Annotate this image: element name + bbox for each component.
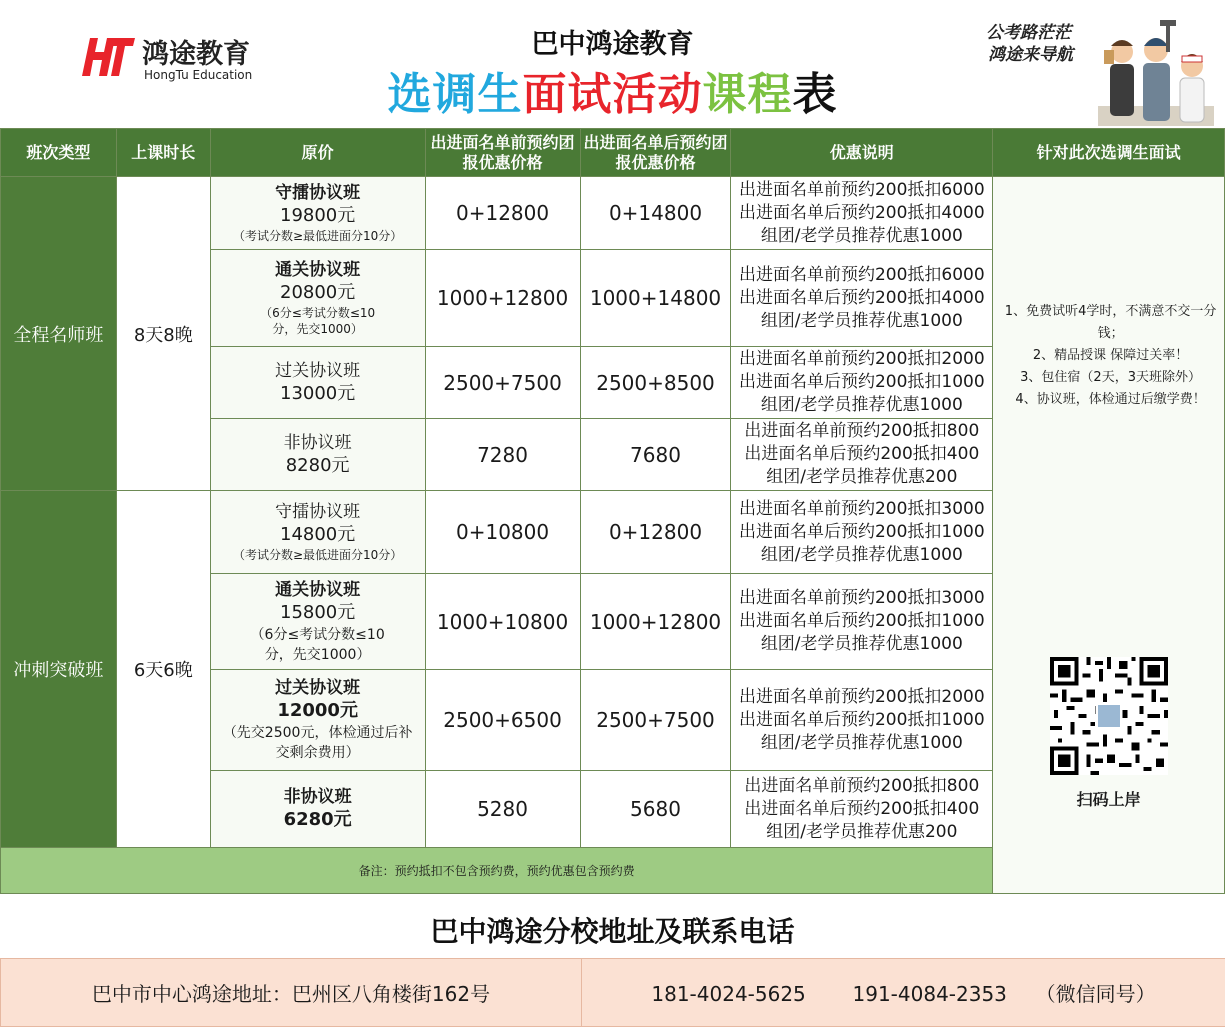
discount-line: 组团/老学员推荐优惠1000 (760, 395, 963, 415)
slogan-line: 公考路茫茫 (986, 23, 1071, 43)
price-before: 0+12800 (425, 177, 580, 250)
discount-line: 出进面名单前预约200抵扣6000 (738, 179, 985, 200)
header (0, 0, 1225, 128)
discount-line: 组团/老学员推荐优惠1000 (760, 634, 963, 654)
original-price-cell (210, 491, 425, 574)
column-header: 上课时长 (116, 129, 210, 177)
contact-table (0, 958, 1225, 1027)
class-name: 非协议班 (283, 432, 352, 453)
original-price-cell (210, 250, 425, 347)
column-header: 优惠说明 (731, 129, 993, 177)
class-name: 通关协议班 (275, 579, 361, 600)
price-after: 1000+14800 (580, 250, 731, 347)
class-note: （考试分数≥最低进面分10分） (232, 229, 403, 243)
price-before: 1000+10800 (425, 574, 580, 670)
benefit-item: 3、包住宿（2天，3天班除外） (1020, 369, 1201, 385)
discount-line: 出进面名单前预约200抵扣3000 (738, 498, 985, 519)
class-price: 6280元 (283, 809, 352, 830)
price-before: 1000+12800 (425, 250, 580, 347)
price-before: 0+10800 (425, 491, 580, 574)
discount-line: 出进面名单后预约200抵扣4000 (738, 202, 985, 223)
price-after: 2500+7500 (580, 670, 731, 771)
benefits-column (993, 177, 1225, 894)
benefit-item: 1、免费试听4学时，不满意不交一分钱； (1004, 303, 1217, 341)
class-note: （先交2500元，体检通过后补交剩余费用） (222, 725, 413, 761)
discount-line: 出进面名单前预约200抵扣6000 (738, 264, 985, 285)
column-header: 针对此次选调生面试 (993, 129, 1225, 177)
original-price-cell (210, 177, 425, 250)
column-header: 班次类型 (1, 129, 117, 177)
discount-cell (731, 250, 993, 347)
discount-cell (731, 670, 993, 771)
logo-chinese: 鸿途教育 (142, 39, 250, 70)
original-price-cell (210, 347, 425, 419)
scan-label: 扫码上岸 (1076, 789, 1141, 809)
discount-line: 组团/老学员推荐优惠200 (766, 467, 958, 487)
benefit-item: 4、协议班，体检通过后缴学费！ (1015, 391, 1206, 407)
discount-cell (731, 574, 993, 670)
discount-cell (731, 419, 993, 491)
address-section-title: 巴中鸿途分校地址及联系电话 (430, 915, 795, 948)
price-before: 2500+7500 (425, 347, 580, 419)
price-after: 2500+8500 (580, 347, 731, 419)
class-name: 守擂协议班 (275, 183, 361, 203)
price-after: 0+14800 (580, 177, 731, 250)
column-header: 原价 (210, 129, 425, 177)
class-name: 过关协议班 (275, 360, 361, 381)
discount-line: 出进面名单后预约200抵扣400 (744, 444, 980, 464)
slogan (986, 22, 1073, 66)
original-price-cell (210, 771, 425, 848)
column-header: 出进面名单后预约团报优惠价格 (580, 129, 731, 177)
discount-line: 组团/老学员推荐优惠1000 (760, 732, 963, 753)
class-price: 19800元 (280, 205, 356, 226)
course-hours: 8天8晚 (116, 177, 210, 491)
qr-code-icon[interactable] (1050, 657, 1168, 775)
original-price-cell (210, 574, 425, 670)
table-header-row (1, 129, 1225, 177)
table-row (1, 177, 1225, 250)
discount-line: 组团/老学员推荐优惠1000 (760, 225, 963, 246)
title-part: 活动 (612, 69, 703, 120)
remark-text: 备注：预约抵扣不包含预约费，预约优惠包含预约费 (1, 848, 993, 894)
discount-line: 出进面名单前预约200抵扣800 (744, 421, 980, 441)
title-part: 选调生 (387, 69, 523, 120)
discount-line: 组团/老学员推荐优惠200 (766, 821, 958, 842)
price-after: 7680 (580, 419, 731, 491)
class-name: 守擂协议班 (275, 502, 361, 522)
discount-line: 组团/老学员推荐优惠1000 (760, 310, 963, 331)
course-type: 全程名师班 (1, 177, 117, 491)
price-after: 0+12800 (580, 491, 731, 574)
original-price-cell (210, 670, 425, 771)
phone-cell (582, 959, 1225, 1027)
discount-line: 出进面名单前预约200抵扣2000 (738, 686, 985, 707)
class-name: 通关协议班 (275, 260, 361, 280)
page-title (0, 58, 1225, 122)
phone-number[interactable]: 181-4024-5625 (651, 982, 806, 1006)
slogan-line: 鸿途来导航 (988, 45, 1073, 65)
original-price-cell (210, 419, 425, 491)
price-before: 5280 (425, 771, 580, 848)
discount-line: 出进面名单后预约200抵扣400 (744, 798, 980, 819)
class-price: 12000元 (277, 700, 358, 721)
benefits-list (993, 261, 1224, 411)
title-part: 面试 (522, 69, 613, 120)
discount-cell (731, 177, 993, 250)
discount-line: 出进面名单后预约200抵扣1000 (738, 709, 985, 730)
title-part: 表 (792, 69, 838, 120)
course-type: 冲刺突破班 (1, 491, 117, 848)
discount-line: 出进面名单前预约200抵扣800 (744, 775, 980, 796)
class-price: 15800元 (280, 601, 356, 623)
class-price: 8280元 (285, 454, 350, 476)
discount-line: 出进面名单后预约200抵扣4000 (738, 287, 985, 308)
discount-line: 组团/老学员推荐优惠1000 (760, 544, 963, 565)
class-note: （6分≤考试分数≤10分，先交1000） (250, 626, 385, 663)
price-after: 5680 (580, 771, 731, 848)
discount-line: 出进面名单后预约200抵扣1000 (738, 372, 985, 392)
course-hours: 6天6晚 (116, 491, 210, 848)
discount-cell (731, 491, 993, 574)
price-after: 1000+12800 (580, 574, 731, 670)
wechat-note: （微信同号） (1035, 982, 1156, 1006)
price-before: 2500+6500 (425, 670, 580, 771)
discount-line: 出进面名单前预约200抵扣3000 (738, 588, 985, 608)
course-table (0, 128, 1225, 894)
price-before: 7280 (425, 419, 580, 491)
discount-line: 出进面名单前预约200抵扣2000 (738, 349, 985, 369)
class-price: 20800元 (280, 282, 356, 303)
discount-line: 出进面名单后预约200抵扣1000 (738, 521, 985, 542)
class-note: （考试分数≥最低进面分10分） (232, 548, 403, 562)
class-note: （6分≤考试分数≤10分，先交1000） (260, 306, 376, 336)
column-header: 出进面名单前预约团报优惠价格 (425, 129, 580, 177)
address-text: 巴中市中心鸿途地址：巴州区八角楼街162号 (1, 959, 582, 1027)
discount-line: 出进面名单后预约200抵扣1000 (738, 611, 985, 631)
class-price: 13000元 (280, 382, 356, 404)
class-price: 14800元 (280, 524, 356, 545)
logo-english: HongTu Education (144, 68, 253, 82)
discount-cell (731, 771, 993, 848)
discount-cell (731, 347, 993, 419)
phone-number[interactable]: 191-4084-2353 (852, 982, 1007, 1006)
class-name: 过关协议班 (275, 678, 361, 698)
benefit-item: 2、精品授课 保障过关率！ (1032, 347, 1189, 363)
organization-title: 巴中鸿途教育 (531, 29, 694, 60)
class-name: 非协议班 (283, 787, 352, 807)
civil-servants-illustration-icon (1098, 16, 1214, 126)
title-part: 课程 (702, 69, 793, 120)
